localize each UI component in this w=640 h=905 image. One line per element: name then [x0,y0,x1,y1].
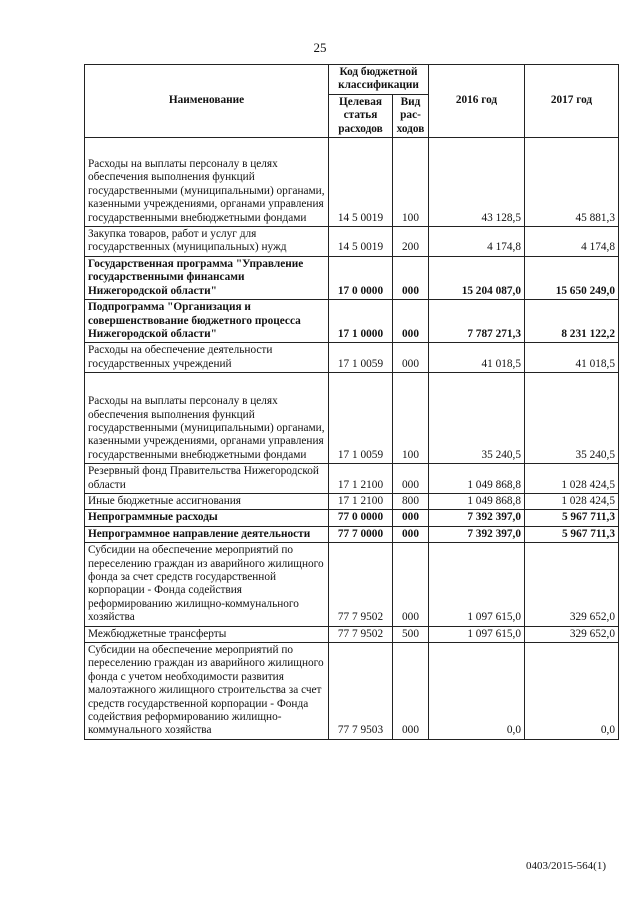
header-target: Целевая статья расходов [329,94,393,137]
cell-y2017: 329 652,0 [525,626,619,642]
cell-name: Государственная программа "Управление государственными финансами Нижегородской области" [85,256,329,299]
cell-code: 17 1 0059 [329,373,393,464]
table-row [85,300,619,343]
cell-y2017: 1 028 424,5 [525,493,619,509]
cell-code: 77 7 0000 [329,526,393,542]
cell-code: 77 0 0000 [329,510,393,526]
cell-name: Иные бюджетные ассигнования [85,493,329,509]
cell-name: Межбюджетные трансферты [85,626,329,642]
cell-y2016: 43 128,5 [429,138,525,227]
cell-vid: 100 [393,138,429,227]
cell-name: Расходы на обеспечение деятельности государственных учреждений [85,343,329,373]
cell-y2016: 1 049 868,8 [429,464,525,494]
cell-y2016: 0,0 [429,643,525,740]
cell-y2017: 45 881,3 [525,138,619,227]
cell-y2016: 1 097 615,0 [429,543,525,626]
table-row [85,543,619,626]
cell-code: 17 1 0059 [329,343,393,373]
cell-code: 17 0 0000 [329,256,393,299]
cell-y2016: 41 018,5 [429,343,525,373]
cell-vid: 100 [393,373,429,464]
cell-y2017: 0,0 [525,643,619,740]
table-row [85,643,619,740]
table-row [85,464,619,494]
table-body [85,138,619,740]
cell-name: Непрограммное направление деятельности [85,526,329,542]
header-budget-code: Код бюджетной классификации [329,65,429,95]
footer-code: 0403/2015-564(1) [525,860,606,872]
table-row [85,626,619,642]
table-row [85,256,619,299]
cell-name: Субсидии на обеспечение мероприятий по переселению граждан из аварийного жилищного фонда с учетом необходимости развития малоэтажного жилищного строительства за счет средств государственной корпорации - Фонда содействия реформированию жилищно-коммунального хозяйства [85,643,329,740]
cell-vid: 000 [393,256,429,299]
cell-y2016: 7 392 397,0 [429,526,525,542]
cell-vid: 800 [393,493,429,509]
cell-y2016: 1 097 615,0 [429,626,525,642]
cell-code: 17 1 2100 [329,493,393,509]
cell-vid: 000 [393,343,429,373]
cell-y2017: 5 967 711,3 [525,510,619,526]
cell-y2016: 15 204 087,0 [429,256,525,299]
cell-vid: 000 [393,300,429,343]
cell-name: Непрограммные расходы [85,510,329,526]
cell-y2016: 7 392 397,0 [429,510,525,526]
cell-name: Субсидии на обеспечение мероприятий по переселению граждан из аварийного жилищного фонда за счет средств государственной корпорации - Фонда содействия реформированию жилищно-коммунального хозяйства [85,543,329,626]
cell-name: Резервный фонд Правительства Нижегородской области [85,464,329,494]
cell-vid: 000 [393,526,429,542]
cell-code: 14 5 0019 [329,227,393,257]
cell-y2017: 4 174,8 [525,227,619,257]
cell-name: Расходы на выплаты персоналу в целях обеспечения выполнения функций государственными (муниципальными) органами, казенными учреждениями, органами управления государственными внебюджетными фондами [85,373,329,464]
cell-vid: 000 [393,464,429,494]
cell-code: 77 7 9502 [329,626,393,642]
page-number: 25 [313,40,327,55]
cell-vid: 500 [393,626,429,642]
cell-y2017: 1 028 424,5 [525,464,619,494]
table-row [85,493,619,509]
cell-vid: 000 [393,510,429,526]
cell-name: Расходы на выплаты персоналу в целях обеспечения выполнения функций государственными (муниципальными) органами, казенными учреждениями, органами управления государственными внебюджетными фондами [85,138,329,227]
cell-vid: 200 [393,227,429,257]
cell-vid: 000 [393,543,429,626]
header-name: Наименование [85,65,329,138]
cell-y2016: 4 174,8 [429,227,525,257]
budget-table [84,64,619,740]
header-2016: 2016 год [429,65,525,138]
header-vid: Вид рас-ходов [393,94,429,137]
cell-name: Закупка товаров, работ и услуг для государственных (муниципальных) нужд [85,227,329,257]
cell-y2017: 35 240,5 [525,373,619,464]
table-row [85,373,619,464]
cell-y2017: 41 018,5 [525,343,619,373]
cell-y2017: 5 967 711,3 [525,526,619,542]
table-row [85,526,619,542]
cell-code: 17 1 0000 [329,300,393,343]
table-row [85,138,619,227]
table-row [85,343,619,373]
cell-code: 77 7 9502 [329,543,393,626]
cell-y2017: 8 231 122,2 [525,300,619,343]
cell-y2017: 15 650 249,0 [525,256,619,299]
cell-y2016: 7 787 271,3 [429,300,525,343]
cell-code: 17 1 2100 [329,464,393,494]
cell-vid: 000 [393,643,429,740]
cell-name: Подпрограмма "Организация и совершенствование бюджетного процесса Нижегородской области" [85,300,329,343]
cell-code: 14 5 0019 [329,138,393,227]
table-row [85,510,619,526]
header-2017: 2017 год [525,65,619,138]
table-row [85,227,619,257]
cell-y2016: 35 240,5 [429,373,525,464]
cell-y2017: 329 652,0 [525,543,619,626]
cell-code: 77 7 9503 [329,643,393,740]
cell-y2016: 1 049 868,8 [429,493,525,509]
